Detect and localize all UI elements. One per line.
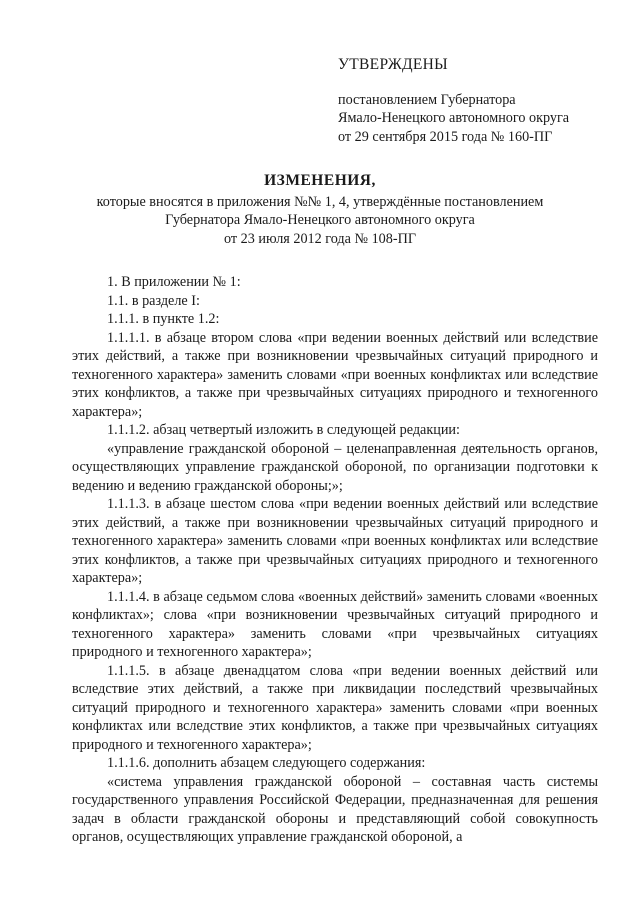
document-subtitle-line: которые вносятся в приложения №№ 1, 4, утверждённые постановлением <box>96 193 544 210</box>
approval-line: от 29 сентября 2015 года № 160-ПГ <box>338 128 553 145</box>
document-title-block <box>60 172 580 248</box>
paragraph: 1.1.1.2. абзац четвертый изложить в следующей редакции: <box>107 422 460 438</box>
paragraph: «система управления гражданской обороной – составная часть системы государственного управления Российской Федерации, предназначенная для решения задач в области гражданской обороны и представляющий собой совокупность органов, осуществляющих управление гражданской обороной, а <box>72 773 598 845</box>
paragraph: 1.1.1. в пункте 1.2: <box>107 311 220 327</box>
paragraph: 1.1.1.6. дополнить абзацем следующего содержания: <box>107 755 426 771</box>
approval-stamp <box>338 56 628 146</box>
document-subtitle-line: Губернатора Ямало-Ненецкого автономного округа <box>165 212 475 228</box>
document-body <box>72 273 598 847</box>
paragraph: 1.1.1.5. в абзаце двенадцатом слова «при ведении военных действий или вследствие этих действий, а также при ликвидации последствий чрезвычайных ситуаций природного и техногенного характера» заменить словами «при военных конфликтах или вследствие этих конфликтов, а также при чрезвычайных ситуациях природного и техногенного характера»; <box>72 662 598 753</box>
paragraph: 1.1. в разделе I: <box>107 292 200 309</box>
approval-line: Ямало-Ненецкого автономного округа <box>338 110 570 126</box>
paragraph: 1.1.1.4. в абзаце седьмом слова «военных действий» заменить словами «военных конфликтах»; слова «при возникновении чрезвычайных ситуаций природного и техногенного характера» заменить словами «при чрезвычайных ситуациях природного и техногенного характера»; <box>72 588 598 660</box>
document-subtitle-line: от 23 июля 2012 года № 108-ПГ <box>223 230 417 247</box>
paragraph: «управление гражданской обороной – целенаправленная деятельность органов, осуществляющих управление гражданской обороной, по организации подготовки к ведению и ведению гражданской обороны;»; <box>72 440 598 494</box>
approval-line: постановлением Губернатора <box>338 91 516 108</box>
document-title: ИЗМЕНЕНИЯ, <box>264 172 376 189</box>
approval-header: УТВЕРЖДЕНЫ <box>338 56 448 73</box>
paragraph: 1.1.1.1. в абзаце втором слова «при ведении военных действий или вследствие этих действий, а также при возникновении чрезвычайных ситуаций природного и техногенного характера» заменить словами «при военных конфликтах или вследствие этих конфликтов, а также при чрезвычайных ситуациях природного и техногенного характера»; <box>72 329 598 420</box>
paragraph: 1. В приложении № 1: <box>107 274 241 290</box>
paragraph: 1.1.1.3. в абзаце шестом слова «при ведении военных действий или вследствие этих действий, а также при возникновении чрезвычайных ситуаций природного и техногенного характера» заменить словами «при военных конфликтах или вследствие этих конфликтов, а также при чрезвычайных ситуациях природного и техногенного характера»; <box>72 496 598 586</box>
